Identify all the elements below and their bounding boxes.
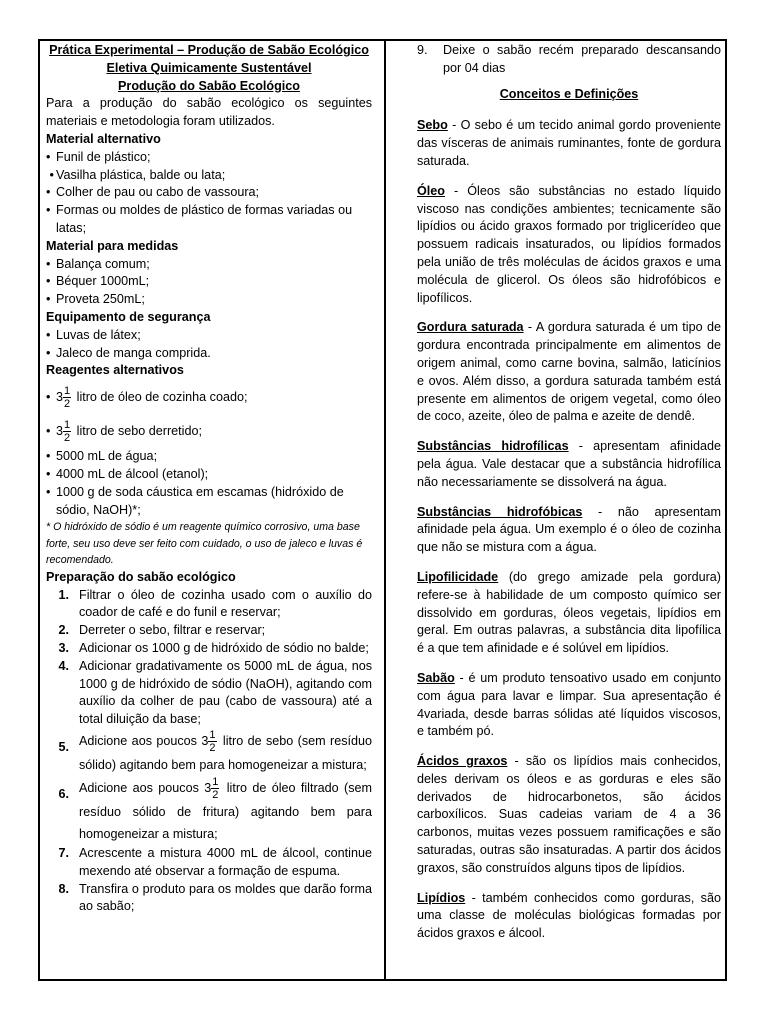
list-item: • 4000 mL de álcool (etanol);	[46, 466, 209, 481]
step-item: 7. Acrescente a mistura 4000 mL de álcool, continue mexendo até observar a formação de espuma.	[58, 846, 372, 878]
list-item: • Balança comum;	[46, 256, 150, 271]
list-item: • Colher de pau ou cabo de vassoura;	[46, 185, 260, 200]
definition-sabao: Sabão - é um produto tensoativo usado em conjunto com água para lavar e limpar. Sua apresentação é 4variada, desde barras sólidas até líquidos viscosos, e também pó.	[417, 670, 721, 739]
step-item: 3. Adicionar os 1000 g de hidróxido de sódio no balde;	[58, 641, 369, 656]
definition-lipofilicidade: Lipofilicidade (do grego amizade pela gordura) refere-se à habilidade de um composto químico ser dissolvido em gorduras, óleos vegetais, lipídios em geral. Em outras palavras, a substância dita lipofílica é a que tem afinidade e é solúvel em lipídios.	[417, 569, 722, 656]
definition-gordura-saturada: Gordura saturada - A gordura saturada é um tipo de gordura encontrada principalmente em alimentos de origem animal, como carne bovina, salmão, laticínios e ovos. Além disso, a gordura saturada também está presente em alimentos de origem vegetal, como óleo de coco, azeite, óleo de palma e azeite de dendê.	[417, 320, 721, 424]
step-item: 9. Deixe o sabão recém preparado descansando por 04 dias	[417, 43, 721, 75]
definition-hidrofobicas: Substâncias hidrofóbicas - não apresentam afinidade pela água. Um exemplo é o óleo de cozinha que não se mistura com a água.	[417, 504, 721, 555]
step-item: 2. Derreter o sebo, filtrar e reservar;	[58, 623, 266, 638]
definition-sebo: Sebo - O sebo é um tecido animal gordo proveniente das vísceras de animais ruminantes, fonte de gordura saturada.	[417, 118, 721, 168]
material-medidas-heading: Material para medidas	[46, 238, 179, 253]
definition-hidrofilicas: Substâncias hidrofílicas - apresentam afinidade pela água. Vale destacar que a substância hidrofílica não necessariamente se dissolverá na água.	[417, 439, 721, 489]
list-item: • Funil de plástico;	[46, 149, 151, 164]
list-item: • 5000 mL de água;	[46, 449, 158, 464]
definition-lipidios: Lipídios - também conhecidos como gorduras, são uma classe de moléculas biológicas formadas por ácidos graxos e álcool.	[417, 890, 721, 941]
equipamento-heading: Equipamento de segurança	[46, 309, 211, 324]
intro-paragraph: Para a produção do sabão ecológico os seguintes materiais e metodologia foram utilizados.	[46, 96, 372, 129]
step-item: 8. Transfira o produto para os moldes que darão forma ao sabão;	[58, 881, 372, 914]
list-item: • 1000 g de soda cáustica em escamas (hidróxido de sódio, NaOH)*;	[46, 484, 344, 517]
reagentes-heading: Reagentes alternativos	[46, 363, 184, 378]
fraction: $\frac{1}{2}$	[212, 776, 219, 801]
list-item: • 3 $\frac{1}{2}$ litro de sebo derretido;	[46, 419, 202, 445]
list-item: • Formas ou moldes de plástico de formas variadas ou latas;	[46, 203, 353, 235]
preparacao-heading: Preparação do sabão ecológico	[46, 569, 236, 584]
left-column	[46, 42, 372, 916]
fraction: $\frac{1}{2}$	[64, 419, 71, 445]
list-item: • Luvas de látex;	[46, 327, 141, 342]
fraction: $\frac{1}{2}$	[64, 385, 71, 411]
document-title: Prática Experimental – Produção de Sabão Ecológico	[49, 43, 369, 57]
definition-oleo: Óleo - Óleos são substâncias no estado líquido viscoso nas condições ambientes; tecnicamente são lipídios ou ácido graxos formado por triglicerídeo que possuem radicais insaturados, ou lipídios formados pela união de três moléculas de ácidos graxos e uma molécula de glicerol. Os óleos são hidrofóbicos e lipofílicos.	[417, 183, 721, 305]
list-item: • 3 $\frac{1}{2}$ litro de óleo de cozinha coado;	[46, 385, 248, 411]
step-item: 4. Adicionar gradativamente os 5000 mL de água, nos 1000 g de hidróxido de sódio (NaOH), agitando com auxílio da colher de pau (cabo de vassoura) até a total diluição da base;	[58, 658, 372, 727]
list-item: • Proveta 250mL;	[46, 292, 145, 307]
step-item: 1. Filtrar o óleo de cozinha usado com o auxílio do coador de café e do funil e reservar;	[58, 587, 372, 620]
list-item: • Béquer 1000mL;	[46, 274, 150, 289]
right-column	[417, 42, 721, 955]
list-item: • Vasilha plástica, balde ou lata;	[46, 167, 226, 182]
column-divider	[384, 39, 386, 981]
step-item: 5. Adicione aos poucos 3 $\frac{1}{2}$ litro de sebo (sem resíduo sólido) agitando bem para homogeneizar a mistura;	[58, 729, 373, 772]
step-item: 6. Adicione aos poucos 3 $\frac{1}{2}$ litro de óleo filtrado (sem resíduo sólido de fritura) agitando bem para homogeneizar a mistura;	[58, 776, 372, 841]
document-subtitle: Eletiva Quimicamente Sustentável	[106, 60, 312, 75]
material-alternativo-heading: Material alternativo	[46, 131, 161, 146]
fraction: $\frac{1}{2}$	[209, 729, 216, 754]
conceitos-heading: Conceitos e Definições	[499, 86, 639, 101]
steps-list	[46, 587, 372, 917]
safety-note: * O hidróxido de sódio é um reagente químico corrosivo, uma base forte, seu uso deve ser feito com cuidado, o uso de jaleco e luvas é recomendado.	[46, 521, 363, 567]
section-title: Produção do Sabão Ecológico	[118, 78, 300, 93]
definition-acidos-graxos: Ácidos graxos - são os lipídios mais conhecidos, deles derivam os óleos e as gorduras e eles são derivados de hidrocarbonetos, são ácidos carboxílicos. Suas cadeias variam de 4 a 36 carbonos, muitas vezes possuem ramificações e são saturadas, outras são insaturadas. A partir dos ácidos graxos, são construídos alguns tipos de lipídios.	[417, 754, 721, 875]
list-item: • Jaleco de manga comprida.	[46, 345, 211, 360]
